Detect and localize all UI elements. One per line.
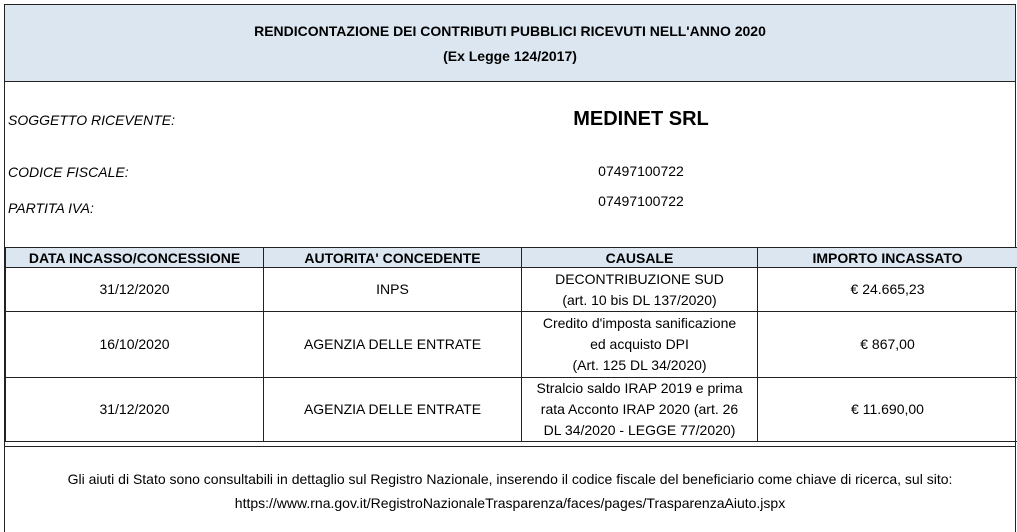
causale-line: Credito d'imposta sanificazione [542,315,737,331]
column-header-autorita: AUTORITA' CONCEDENTE [264,248,522,268]
column-header-data: DATA INCASSO/CONCESSIONE [6,248,264,268]
causale-line: (art. 10 bis DL 137/2020) [562,291,717,308]
causale-line: DL 34/2020 - LEGGE 77/2020) [543,422,736,438]
cell-data: 31/12/2020 [6,378,264,442]
cell-data: 31/12/2020 [6,268,264,312]
company-name: MEDINET SRL [573,108,709,130]
causale-line: Stralcio saldo IRAP 2019 e prima [536,380,743,396]
cell-data: 16/10/2020 [6,312,264,378]
cell-causale [522,312,758,378]
partita-iva-value: 07497100722 [598,193,684,209]
cell-autorita: AGENZIA DELLE ENTRATE [264,378,522,442]
causale-line: DECONTRIBUZIONE SUD [555,270,724,287]
cell-importo: € 867,00 [758,312,1017,378]
table-header-row [6,248,1017,268]
cell-autorita: AGENZIA DELLE ENTRATE [264,312,522,378]
table-row [6,268,1017,312]
partita-iva-label: PARTITA IVA: [8,200,94,216]
causale-line: rata Acconto IRAP 2020 (art. 26 [540,401,739,417]
footer-note [5,446,1015,532]
soggetto-label: SOGGETTO RICEVENTE: [8,112,175,128]
report-sheet [4,4,1016,532]
cell-autorita: INPS [264,268,522,312]
registry-link[interactable]: https://www.rna.gov.it/RegistroNazionaleTrasparenza/faces/pages/TrasparenzaAiuto.jspx [234,495,786,511]
cell-importo: € 24.665,23 [758,268,1017,312]
cell-importo: € 11.690,00 [758,378,1017,442]
codice-fiscale-value: 07497100722 [598,163,684,179]
table-row [6,378,1017,442]
report-title: RENDICONTAZIONE DEI CONTRIBUTI PUBBLICI RICEVUTI NELL'ANNO 2020 [254,23,766,39]
codice-fiscale-label: CODICE FISCALE: [8,164,129,180]
column-header-causale: CAUSALE [522,248,758,268]
cell-causale [522,378,758,442]
cell-causale [522,268,758,312]
footer-text: Gli aiuti di Stato sono consultabili in dettaglio sul Registro Nazionale, inserendo il codice fiscale del beneficiario come chiave di ricerca, sul sito: [67,471,953,487]
report-subtitle: (Ex Legge 124/2017) [443,48,577,64]
causale-line: ed acquisto DPI [590,336,689,352]
column-header-importo: IMPORTO INCASSATO [758,248,1017,268]
table-row [6,312,1017,378]
causale-line: (Art. 125 DL 34/2020) [572,357,707,373]
report-header [5,5,1015,82]
contributions-table [5,247,1017,442]
